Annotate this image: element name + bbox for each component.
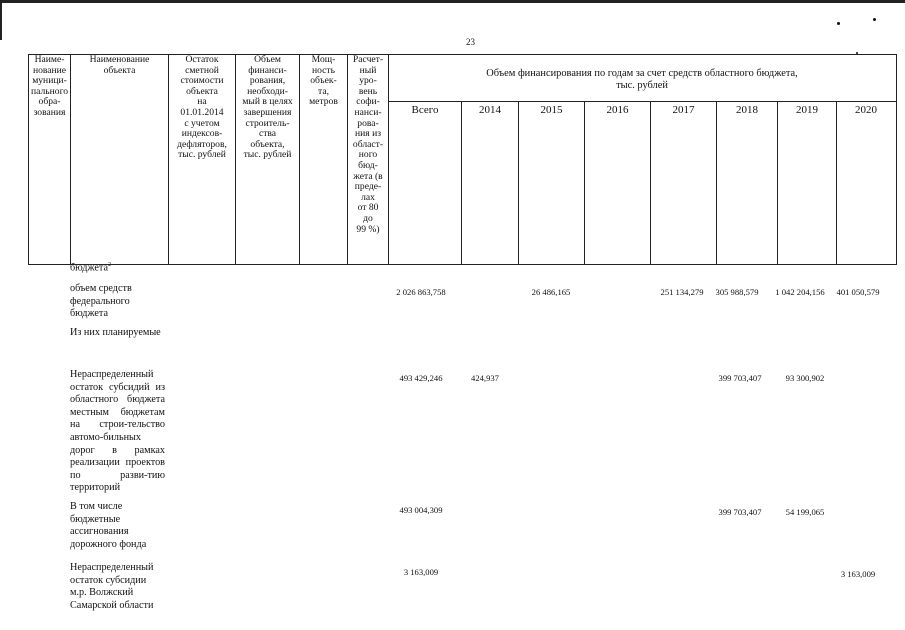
col-separator [70, 54, 71, 264]
col-separator [518, 101, 519, 264]
col-separator [777, 101, 778, 264]
header-year-total: Всего [411, 104, 439, 116]
row-fragment-label [70, 259, 165, 275]
row-federal-label: объем средств федерального бюджета [70, 283, 132, 320]
cell-undistributed-2018: 399 703,407 [718, 373, 762, 383]
row-planned-label: Из них планируемые [70, 327, 161, 338]
col-separator [584, 101, 585, 264]
header-object-name: Наименование объекта [89, 54, 150, 76]
cell-undistributed-2014: 424,937 [471, 373, 499, 383]
cell-federal-2017: 251 134,279 [660, 287, 704, 297]
header-year-2015: 2015 [540, 104, 563, 116]
cell-federal-total: 2 026 863,758 [396, 287, 446, 297]
header-capacity: Мощ- ность объек- та, метров [309, 54, 338, 108]
cell-federal-2019: 1 042 204,156 [775, 287, 825, 297]
cell-road-fund-2019: 54 199,065 [785, 507, 825, 517]
scan-dot [837, 22, 840, 25]
group-separator [388, 101, 896, 102]
cell-federal-2015: 26 486,165 [531, 287, 571, 297]
header-financing-volume: Объем финанси- рования, необходи- мый в целях завершения строитель- ства объекта, тыс. рублей [242, 54, 293, 161]
header-year-2020: 2020 [855, 104, 877, 116]
cell-federal-2020: 401 050,579 [836, 287, 880, 297]
header-group-title: Объем финансирования по годам за счет средств областного бюджета, тыс. рублей [486, 68, 798, 91]
col-separator [461, 101, 462, 264]
top-border-line [0, 0, 905, 3]
col-separator [836, 101, 837, 264]
col-separator [650, 101, 651, 264]
left-border-line [0, 0, 2, 40]
footnote-marker: 2 [107, 262, 111, 268]
page-number: 23 [466, 37, 475, 47]
header-year-2017: 2017 [672, 104, 695, 116]
row-undistributed-label: Нераспределенный остаток субсидий из областного бюджета местным бюджетам на строи-тельство автомо-бильных дорог в рамках реализации проектов по разви-тию территорий [70, 369, 165, 494]
cell-federal-2018: 305 988,579 [715, 287, 759, 297]
cell-undistributed-2019: 93 300,902 [785, 373, 825, 383]
header-year-2014: 2014 [479, 104, 501, 116]
header-year-2019: 2019 [796, 104, 818, 116]
fragment-text: бюджета [70, 262, 108, 274]
header-year-2016: 2016 [606, 104, 629, 116]
row-road-fund-label: В том числе бюджетные ассигнования дорожного фонда [70, 501, 147, 550]
row-volzhsky-label: Нераспределенный остаток субсидии м.р. Волжский Самарской области [70, 562, 154, 611]
scan-dot [873, 18, 876, 21]
cell-road-fund-2018: 399 703,407 [718, 507, 762, 517]
header-cofinancing-level: Расчет- ный уро- вень софи- нанси- рова- ния из област- ного бюд- жета (в преде- лах от 80 до 99 %) [352, 54, 384, 235]
cell-volzhsky-2020: 3 163,009 [840, 569, 876, 579]
cell-volzhsky-total: 3 163,009 [403, 567, 439, 577]
header-year-2018: 2018 [736, 104, 758, 116]
cell-road-fund-total: 493 004,309 [399, 505, 443, 515]
cell-undistributed-total: 493 429,246 [399, 373, 443, 383]
header-municipality: Наиме- нование муници- пального обра- зования [31, 54, 69, 118]
header-remaining-cost: Остаток сметной стоимости объекта на 01.01.2014 с учетом индексов- дефляторов, тыс. рублей [177, 54, 227, 161]
col-separator [716, 101, 717, 264]
